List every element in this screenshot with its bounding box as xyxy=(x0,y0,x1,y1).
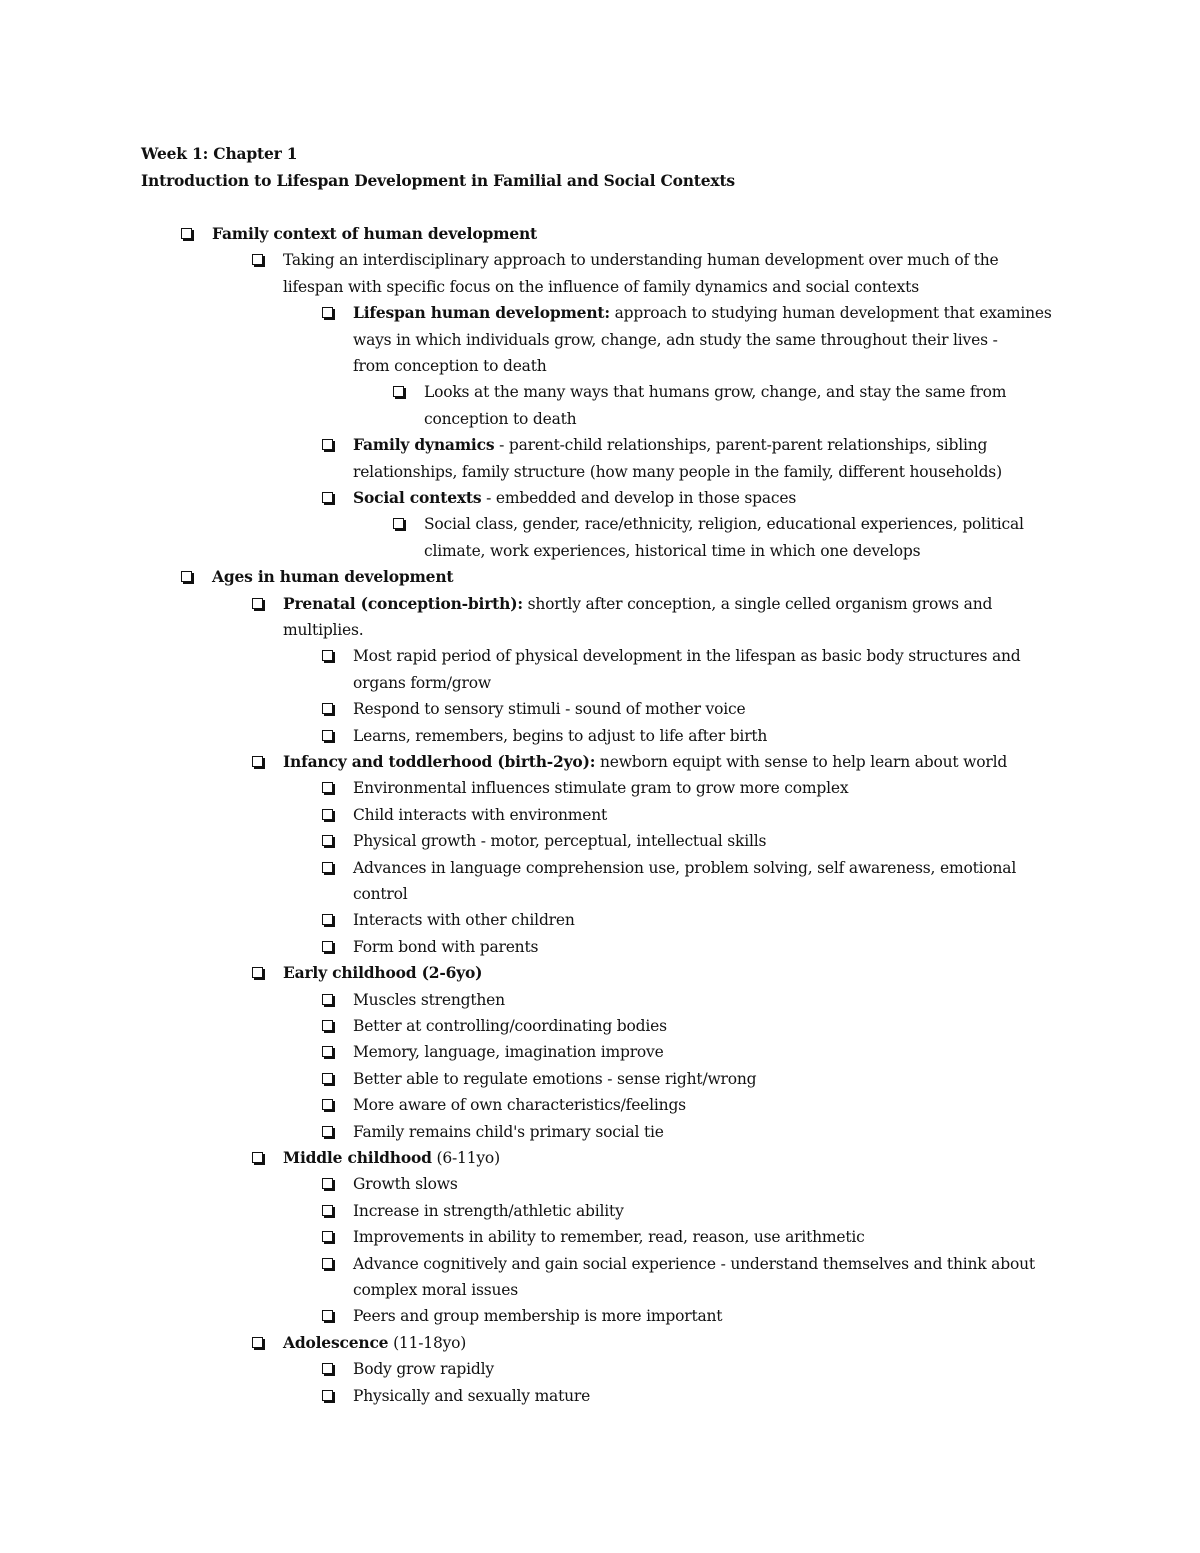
checkbox-bullet-icon xyxy=(322,492,333,503)
item-text: climate, work experiences, historical time in which one develops xyxy=(424,541,921,560)
outline-item-level-3 xyxy=(353,1122,664,1142)
outline-item-continuation xyxy=(353,1280,518,1300)
outline-item-level-3 xyxy=(353,1359,494,1379)
item-text: Improvements in ability to remember, read, reason, use arithmetic xyxy=(353,1228,865,1247)
checkbox-bullet-icon xyxy=(252,1337,263,1348)
item-text: Muscles strengthen xyxy=(353,990,505,1009)
checkbox-bullet-icon xyxy=(322,439,333,450)
bold-term: Infancy and toddlerhood (birth-2yo): xyxy=(283,752,596,771)
item-text: Child interacts with environment xyxy=(353,805,608,824)
checkbox-bullet-icon xyxy=(322,1126,333,1137)
week-heading: Week 1: Chapter 1 xyxy=(141,144,298,163)
item-text: Better at controlling/coordinating bodies xyxy=(353,1017,667,1035)
outline-item-level-3 xyxy=(353,1095,686,1115)
item-text: Learns, remembers, begins to adjust to life after birth xyxy=(353,726,768,745)
checkbox-bullet-icon xyxy=(322,914,333,925)
item-text: Memory, language, imagination improve xyxy=(353,1043,664,1062)
item-text: newborn equipt with sense to help learn about world xyxy=(595,753,1008,771)
outline-item-level-3 xyxy=(353,488,796,508)
bold-term: Adolescence xyxy=(283,1332,389,1352)
outline-item-level-3 xyxy=(353,1069,756,1089)
item-text: conception to death xyxy=(424,409,577,428)
item-text: Physically and sexually mature xyxy=(353,1386,591,1405)
outline-item-level-2 xyxy=(283,1333,466,1353)
outline-item-level-3 xyxy=(353,1016,667,1036)
item-text: Advances in language comprehension use, problem solving, self awareness, emotional xyxy=(353,858,1017,877)
outline-item-level-4 xyxy=(424,382,1006,402)
checkbox-bullet-icon xyxy=(322,1258,333,1269)
bold-term: Lifespan human development: xyxy=(353,303,610,323)
checkbox-bullet-icon xyxy=(322,1363,333,1374)
outline-item-level-3 xyxy=(353,937,538,957)
outline-item-continuation xyxy=(353,673,491,693)
checkbox-bullet-icon xyxy=(322,1231,333,1242)
checkbox-bullet-icon xyxy=(322,1178,333,1189)
outline-item-level-2 xyxy=(283,250,999,270)
checkbox-bullet-icon xyxy=(322,994,333,1005)
item-text: complex moral issues xyxy=(353,1281,518,1299)
item-text: - parent-child relationships, parent-parent relationships, sibling xyxy=(494,436,988,455)
checkbox-bullet-icon xyxy=(322,730,333,741)
outline-item-level-3 xyxy=(353,1201,624,1221)
item-text: Environmental influences stimulate gram to grow more complex xyxy=(353,779,849,798)
item-text: Physical growth - motor, perceptual, intellectual skills xyxy=(353,832,767,851)
outline-item-level-3 xyxy=(353,435,987,455)
checkbox-bullet-icon xyxy=(252,967,263,978)
outline-item-level-3 xyxy=(353,646,1021,666)
checkbox-bullet-icon xyxy=(322,1020,333,1031)
item-text: Growth slows xyxy=(353,1175,458,1194)
outline-item-level-3 xyxy=(353,1386,590,1406)
checkbox-bullet-icon xyxy=(322,703,333,714)
bold-term: Middle childhood xyxy=(283,1148,432,1167)
item-text: Interacts with other children xyxy=(353,911,575,930)
outline-item-level-1 xyxy=(212,567,453,587)
bold-term: Family context of human development xyxy=(212,224,538,243)
item-text: Social class, gender, race/ethnicity, religion, educational experiences, political xyxy=(424,515,1024,534)
outline-item-continuation xyxy=(283,277,919,297)
checkbox-bullet-icon xyxy=(322,1390,333,1401)
checkbox-bullet-icon xyxy=(322,809,333,820)
checkbox-bullet-icon xyxy=(322,862,333,873)
item-text: Taking an interdisciplinary approach to understanding human development over much of the xyxy=(283,251,999,270)
item-text: Increase in strength/athletic ability xyxy=(353,1201,624,1220)
item-text: Family remains child's primary social tie xyxy=(353,1122,664,1141)
outline-item-continuation xyxy=(424,409,576,429)
checkbox-bullet-icon xyxy=(322,1205,333,1216)
bold-term: Ages in human development xyxy=(212,567,454,587)
outline-item-level-3 xyxy=(353,1174,458,1194)
checkbox-bullet-icon xyxy=(181,228,192,239)
outline-item-level-3 xyxy=(353,805,607,825)
item-text: shortly after conception, a single celled organism grows and xyxy=(522,594,993,613)
outline-item-level-2 xyxy=(283,752,1007,772)
checkbox-bullet-icon xyxy=(322,782,333,793)
outline-item-level-3 xyxy=(353,1227,865,1247)
item-text: Body grow rapidly xyxy=(353,1360,494,1379)
outline-item-level-1 xyxy=(212,224,537,244)
outline-item-level-3 xyxy=(353,1042,664,1062)
outline-item-level-3 xyxy=(353,726,767,746)
item-text: multiplies. xyxy=(283,621,364,639)
item-text: lifespan with specific focus on the influence of family dynamics and social contexts xyxy=(283,277,919,296)
item-text: More aware of own characteristics/feelings xyxy=(353,1096,686,1115)
item-text: (11-18yo) xyxy=(388,1333,467,1352)
checkbox-bullet-icon xyxy=(322,307,333,318)
bold-term: Early childhood (2-6yo) xyxy=(283,963,483,983)
item-text: - embedded and develop in those spaces xyxy=(481,489,797,507)
item-text: Advance cognitively and gain social experience - understand themselves and think about xyxy=(353,1254,1035,1273)
checkbox-bullet-icon xyxy=(252,756,263,767)
item-text: Better able to regulate emotions - sense right/wrong xyxy=(353,1069,757,1088)
checkbox-bullet-icon xyxy=(322,941,333,952)
outline-item-level-3 xyxy=(353,1306,722,1326)
checkbox-bullet-icon xyxy=(322,1046,333,1057)
item-text: (6-11yo) xyxy=(431,1149,500,1167)
checkbox-bullet-icon xyxy=(322,1099,333,1110)
item-text: organs form/grow xyxy=(353,673,491,692)
item-text: Looks at the many ways that humans grow, change, and stay the same from xyxy=(424,383,1007,402)
outline-item-level-4 xyxy=(424,514,1024,534)
item-text: control xyxy=(353,885,408,903)
checkbox-bullet-icon xyxy=(322,1310,333,1321)
outline-item-level-2 xyxy=(283,594,992,614)
item-text: Most rapid period of physical development in the lifespan as basic body structures and xyxy=(353,647,1021,666)
item-text: from conception to death xyxy=(353,357,547,375)
item-text: relationships, family structure (how many people in the family, different households) xyxy=(353,462,1002,481)
bold-term: Prenatal (conception-birth): xyxy=(283,593,523,613)
outline-item-continuation xyxy=(353,356,547,376)
checkbox-bullet-icon xyxy=(181,571,192,582)
outline-item-continuation xyxy=(353,462,1002,482)
checkbox-bullet-icon xyxy=(393,386,404,397)
item-text: approach to studying human development that examines xyxy=(609,304,1052,323)
checkbox-bullet-icon xyxy=(252,254,263,265)
chapter-title: Introduction to Lifespan Development in Familial and Social Contexts xyxy=(141,171,735,190)
outline-item-continuation xyxy=(283,620,364,640)
checkbox-bullet-icon xyxy=(252,598,263,609)
outline-item-level-2 xyxy=(283,1148,500,1168)
item-text: ways in which individuals grow, change, adn study the same throughout their lives - xyxy=(353,330,998,349)
checkbox-bullet-icon xyxy=(393,518,404,529)
bold-term: Family dynamics xyxy=(353,435,495,455)
outline-item-level-3 xyxy=(353,303,1052,323)
outline-item-level-3 xyxy=(353,990,505,1010)
outline-item-level-3 xyxy=(353,1254,1035,1274)
outline-item-level-3 xyxy=(353,910,575,930)
item-text: Respond to sensory stimuli - sound of mother voice xyxy=(353,700,746,719)
checkbox-bullet-icon xyxy=(322,835,333,846)
outline-item-continuation xyxy=(353,884,408,904)
outline-item-level-3 xyxy=(353,831,766,851)
bold-term: Social contexts xyxy=(353,488,482,507)
checkbox-bullet-icon xyxy=(322,650,333,661)
outline-item-continuation xyxy=(424,541,920,561)
item-text: Peers and group membership is more important xyxy=(353,1307,723,1326)
outline-item-level-3 xyxy=(353,858,1016,878)
checkbox-bullet-icon xyxy=(322,1073,333,1084)
outline-item-level-3 xyxy=(353,778,848,798)
outline-item-continuation xyxy=(353,330,998,350)
outline-item-level-2 xyxy=(283,963,482,983)
outline-item-level-3 xyxy=(353,699,745,719)
item-text: Form bond with parents xyxy=(353,937,539,956)
checkbox-bullet-icon xyxy=(252,1152,263,1163)
